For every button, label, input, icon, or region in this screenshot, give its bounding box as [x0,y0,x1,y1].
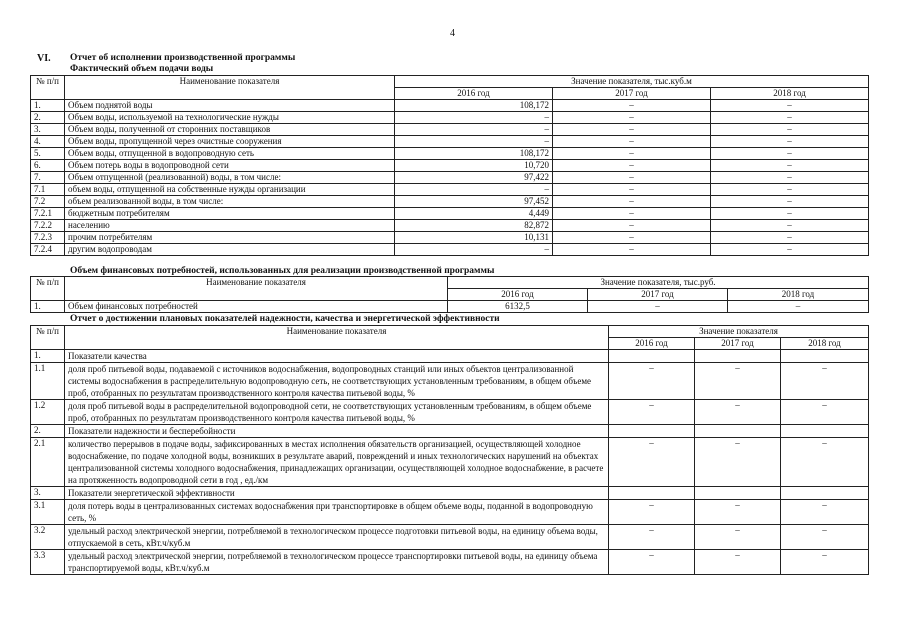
value-2017: – [553,220,711,232]
value-2017: – [553,196,711,208]
value-2018: – [711,100,869,112]
table-row [31,220,869,232]
row-name: Объем отпущенной (реализованной) воды, в том числе: [65,172,395,184]
value-2016: – [609,525,695,550]
row-number: 7. [31,172,65,184]
row-number: 7.1 [31,184,65,196]
reliability-caption: Отчет о достижении плановых показателей надежности, качества и энергетической эффективности [70,314,500,324]
water-supply-table [30,75,869,256]
header-name: Наименование показателя [65,277,448,301]
value-2017: – [553,172,711,184]
value-2018: – [711,208,869,220]
row-name: Показатели надежности и бесперебойности [65,425,609,438]
row-name: Объем финансовых потребностей [65,301,448,313]
row-number: 6. [31,160,65,172]
table-row [31,500,869,525]
row-name: Объем воды, полученной от сторонних поставщиков [65,124,395,136]
header-name: Наименование показателя [65,76,395,100]
value-2018: – [711,220,869,232]
value-2016: 108,172 [395,100,553,112]
section-title: Отчет об исполнении производственной программы [70,53,296,63]
row-number: 1. [31,100,65,112]
table-row [31,148,869,160]
value-2018: – [711,160,869,172]
year-2017: 2017 год [695,338,781,350]
value-2018: – [728,301,869,313]
row-number: 3.1 [31,500,65,525]
value-2017: – [553,232,711,244]
value-2016: – [395,112,553,124]
row-name: Объем воды, пропущенной через очистные сооружения [65,136,395,148]
value-2016: 10,131 [395,232,553,244]
value-2016: – [609,363,695,400]
year-2016: 2016 год [395,88,553,100]
value-2017: – [695,525,781,550]
row-name: объем реализованной воды, в том числе: [65,196,395,208]
value-2016: 10,720 [395,160,553,172]
table-header-row [31,326,869,338]
table-header-row [31,277,869,289]
value-2017: – [695,400,781,425]
header-num: № п/п [31,326,65,350]
row-name: Объем воды, отпущенной в водопроводную сеть [65,148,395,160]
row-number: 1.2 [31,400,65,425]
value-2016 [609,487,695,500]
value-2018: – [711,184,869,196]
row-name: удельный расход электрической энергии, потребляемой в технологическом процессе подготовки питьевой воды, на единицу объема воды, отпускаемой в сеть, кВт.ч/куб.м [65,525,609,550]
table-row [31,350,869,363]
value-2017: – [553,136,711,148]
value-2017: – [695,500,781,525]
year-2018: 2018 год [781,338,869,350]
value-2016: – [395,184,553,196]
header-value: Значение показателя, тыс.руб. [448,277,869,289]
value-2017: – [695,438,781,487]
table-row [31,301,869,313]
row-name: объем воды, отпущенной на собственные нужды организации [65,184,395,196]
table-row [31,550,869,575]
table-row [31,184,869,196]
value-2016: – [609,500,695,525]
value-2016: 6132,5 [448,301,588,313]
table-row [31,172,869,184]
header-num: № п/п [31,277,65,301]
row-number: 2. [31,112,65,124]
table-row [31,400,869,425]
row-name: доля потерь воды в централизованных системах водоснабжения при транспортировке в общем объеме воды, поданной в водопроводную сеть, % [65,500,609,525]
value-2018: – [711,148,869,160]
value-2017: – [553,148,711,160]
row-number: 2. [31,425,65,438]
row-name: доля проб питьевой воды, подаваемой с источников водоснабжения, водопроводных станций или иных объектов централизованной системы водоснабжения в распределительную водопроводную сеть, не соответствующих установленным требованиям, в общем объеме проб, отобранных по результатам производственного контроля качества питьевой воды, % [65,363,609,400]
value-2018: – [711,112,869,124]
row-name: количество перерывов в подаче воды, зафиксированных в местах исполнения обязательств организацией, осуществляющей холодное водоснабжение, по подаче холодной воды, возникших в результате аварий, повреждений и иных технологических нарушений на объектах централизованной системы холодного водоснабжения, принадлежащих организации, осуществляющей холодное водоснабжение, в расчете на протяженность водопроводной сети в год , ед./км [65,438,609,487]
table-row [31,100,869,112]
row-number: 7.2 [31,196,65,208]
value-2018: – [781,500,869,525]
row-name: Показатели качества [65,350,609,363]
value-2018: – [781,363,869,400]
value-2017: – [695,363,781,400]
row-name: доля проб питьевой воды в распределительной водопроводной сети, не соответствующих установленным требованиям, в общем объеме проб, отобранных по результатам производственного контроля качества питьевой воды, % [65,400,609,425]
value-2016 [609,350,695,363]
header-value: Значение показателя, тыс.куб.м [395,76,869,88]
value-2017: – [553,100,711,112]
row-number: 2.1 [31,438,65,487]
row-number: 1.1 [31,363,65,400]
row-name: Объем потерь воды в водопроводной сети [65,160,395,172]
table-row [31,487,869,500]
header-num: № п/п [31,76,65,100]
finance-table [30,276,869,313]
section-number: VI. [37,53,51,64]
table-row [31,244,869,256]
value-2016: – [395,124,553,136]
value-2017: – [553,124,711,136]
year-2017: 2017 год [588,289,728,301]
row-number: 3.3 [31,550,65,575]
value-2016: 97,452 [395,196,553,208]
value-2017 [695,350,781,363]
row-name: другим водопроводам [65,244,395,256]
table-row [31,124,869,136]
value-2018: – [781,550,869,575]
value-2018: – [781,400,869,425]
value-2018: – [711,196,869,208]
table-row [31,136,869,148]
value-2016: – [395,136,553,148]
value-2016: 82,872 [395,220,553,232]
value-2016: 4,449 [395,208,553,220]
value-2016: – [395,244,553,256]
row-name: бюджетным потребителям [65,208,395,220]
table-row [31,232,869,244]
table-row [31,196,869,208]
value-2018: – [711,136,869,148]
row-number: 1. [31,350,65,363]
value-2017: – [553,208,711,220]
year-2016: 2016 год [609,338,695,350]
row-number: 3. [31,124,65,136]
year-2017: 2017 год [553,88,711,100]
value-2016: – [609,400,695,425]
value-2017 [695,487,781,500]
value-2018 [781,487,869,500]
value-2017: – [553,112,711,124]
value-2017: – [553,244,711,256]
row-name: Показатели энергетической эффективности [65,487,609,500]
value-2017: – [695,550,781,575]
value-2018: – [781,438,869,487]
row-name: прочим потребителям [65,232,395,244]
row-number: 3. [31,487,65,500]
value-2017: – [553,160,711,172]
reliability-table [30,325,869,575]
value-2016: 108,172 [395,148,553,160]
row-number: 5. [31,148,65,160]
row-name: населению [65,220,395,232]
row-name: Объем поднятой воды [65,100,395,112]
table-row [31,438,869,487]
value-2016: 97,422 [395,172,553,184]
table-row [31,525,869,550]
row-number: 7.2.4 [31,244,65,256]
value-2018: – [781,525,869,550]
row-number: 7.2.3 [31,232,65,244]
row-number: 3.2 [31,525,65,550]
section-subtitle: Фактический объем подачи воды [70,64,214,74]
value-2018 [781,425,869,438]
value-2016 [609,425,695,438]
table-row [31,363,869,400]
value-2018 [781,350,869,363]
value-2018: – [711,124,869,136]
year-2018: 2018 год [728,289,869,301]
row-number: 4. [31,136,65,148]
value-2018: – [711,232,869,244]
value-2018: – [711,172,869,184]
header-value: Значение показателя [609,326,869,338]
value-2016: – [609,550,695,575]
year-2018: 2018 год [711,88,869,100]
row-number: 1. [31,301,65,313]
value-2016: – [609,438,695,487]
value-2017: – [588,301,728,313]
table-row [31,208,869,220]
row-number: 7.2.1 [31,208,65,220]
table-header-row [31,76,869,88]
table-row [31,425,869,438]
value-2018: – [711,244,869,256]
row-name: удельный расход электрической энергии, потребляемой в технологическом процессе транспортировки питьевой воды, на единицу объема транспортируемой воды, кВт.ч/куб.м [65,550,609,575]
value-2017: – [553,184,711,196]
page-number: 4 [450,28,455,39]
header-name: Наименование показателя [65,326,609,350]
finance-caption: Объем финансовых потребностей, использованных для реализации производственной программы [70,266,495,276]
table-row [31,160,869,172]
value-2017 [695,425,781,438]
row-name: Объем воды, используемой на технологические нужды [65,112,395,124]
table-row [31,112,869,124]
row-number: 7.2.2 [31,220,65,232]
year-2016: 2016 год [448,289,588,301]
